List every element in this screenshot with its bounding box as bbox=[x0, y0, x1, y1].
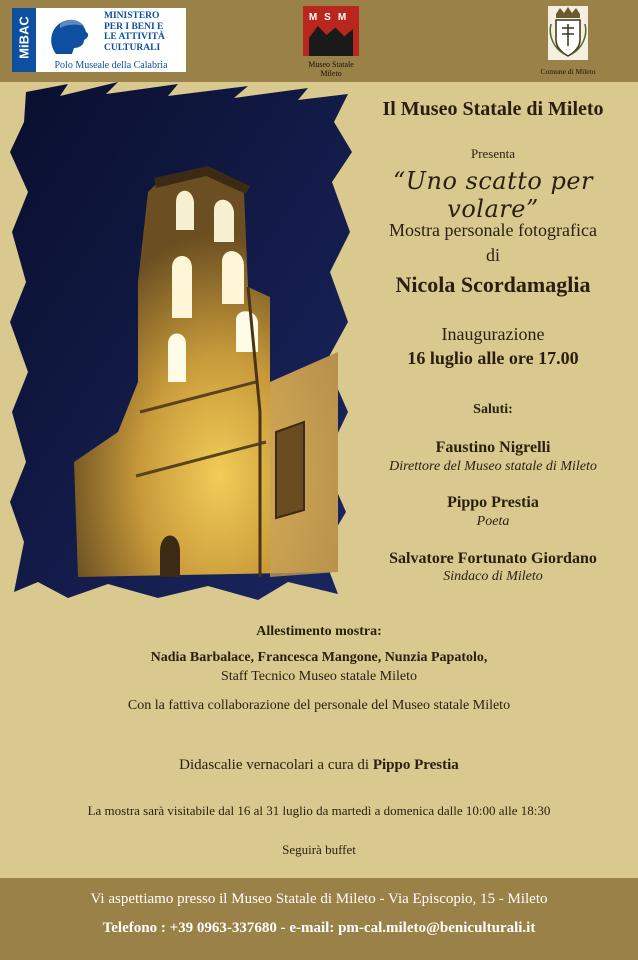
visit-hours: La mostra sarà visitabile dal 16 al 31 luglio da martedì a domenica dalle 10:00 alle 18:30 bbox=[87, 803, 551, 818]
mibac-line: PER I BENI E bbox=[104, 21, 164, 32]
saluti-heading: Saluti: bbox=[473, 402, 513, 417]
msm-logo bbox=[300, 6, 362, 78]
comune-label: Comune di Mileto bbox=[540, 67, 596, 76]
header-bar bbox=[0, 0, 638, 82]
artist-name: Nicola Scordamaglia bbox=[395, 272, 591, 297]
msm-label: Museo Statale Mileto bbox=[308, 60, 354, 78]
didascalie-prefix: Didascalie vernacolari a cura di bbox=[179, 757, 373, 773]
mibac-line: MINISTERO bbox=[104, 11, 160, 21]
mibac-line: LE ATTIVITÀ bbox=[104, 32, 165, 42]
speaker-role: Direttore del Museo statale di Mileto bbox=[389, 459, 597, 474]
mibac-side-band bbox=[12, 8, 36, 72]
inauguration-date: 16 luglio alle ore 17.00 bbox=[407, 348, 579, 368]
paint-drip-icon bbox=[309, 26, 353, 56]
speaker-role: Poeta bbox=[476, 514, 510, 529]
footer-contact: Telefono : +39 0963-337680 - e-mail: pm-cal.mileto@beniculturali.it bbox=[102, 920, 536, 936]
mibac-line: CULTURALI bbox=[104, 42, 161, 53]
staff-names: Nadia Barbalace, Francesca Mangone, Nunzia Papatolo, bbox=[150, 650, 488, 665]
mibac-ministry-text bbox=[104, 11, 184, 53]
staff-line: Staff Tecnico Museo statale Mileto bbox=[220, 669, 417, 684]
inauguration-label: Inaugurazione bbox=[441, 324, 545, 344]
msm-logo-mark bbox=[303, 6, 359, 56]
di-text: di bbox=[485, 245, 500, 265]
bell-tower-photo bbox=[8, 82, 356, 602]
footer-address: Vi aspettiamo presso il Museo Statale di Mileto - Via Episcopio, 15 - Mileto bbox=[90, 891, 548, 907]
presenta-text: Presenta bbox=[470, 146, 516, 161]
buffet-text: Seguirà buffet bbox=[282, 842, 356, 857]
museum-heading: Il Museo Statale di Mileto bbox=[382, 98, 604, 120]
speaker-name: Salvatore Fortunato Giordano bbox=[389, 550, 597, 567]
mibac-logo bbox=[12, 8, 186, 72]
mibac-polo-text: Polo Museale della Calabria bbox=[54, 60, 168, 71]
footer-bar bbox=[0, 878, 638, 960]
didascalie-text bbox=[0, 757, 638, 774]
allestimento-heading: Allestimento mostra: bbox=[256, 624, 382, 639]
collaboration-text: Con la fattiva collaborazione del personale del Museo statale Mileto bbox=[127, 698, 511, 713]
msm-letters: MSM bbox=[308, 12, 354, 23]
speaker-role: Sindaco di Mileto bbox=[443, 569, 543, 584]
exhibition-subtitle: Mostra personale fotografica bbox=[389, 220, 597, 240]
speaker-name: Faustino Nigrelli bbox=[435, 439, 551, 456]
comune-logo bbox=[530, 6, 606, 76]
exhibition-title: “Uno scatto per volare” bbox=[392, 167, 593, 223]
coat-of-arms-icon bbox=[548, 6, 588, 60]
didascalie-author: Pippo Prestia bbox=[372, 757, 459, 773]
mibac-side-text: MiBAC bbox=[16, 16, 32, 59]
speaker-name: Pippo Prestia bbox=[447, 494, 539, 511]
classical-head-icon bbox=[38, 14, 100, 56]
